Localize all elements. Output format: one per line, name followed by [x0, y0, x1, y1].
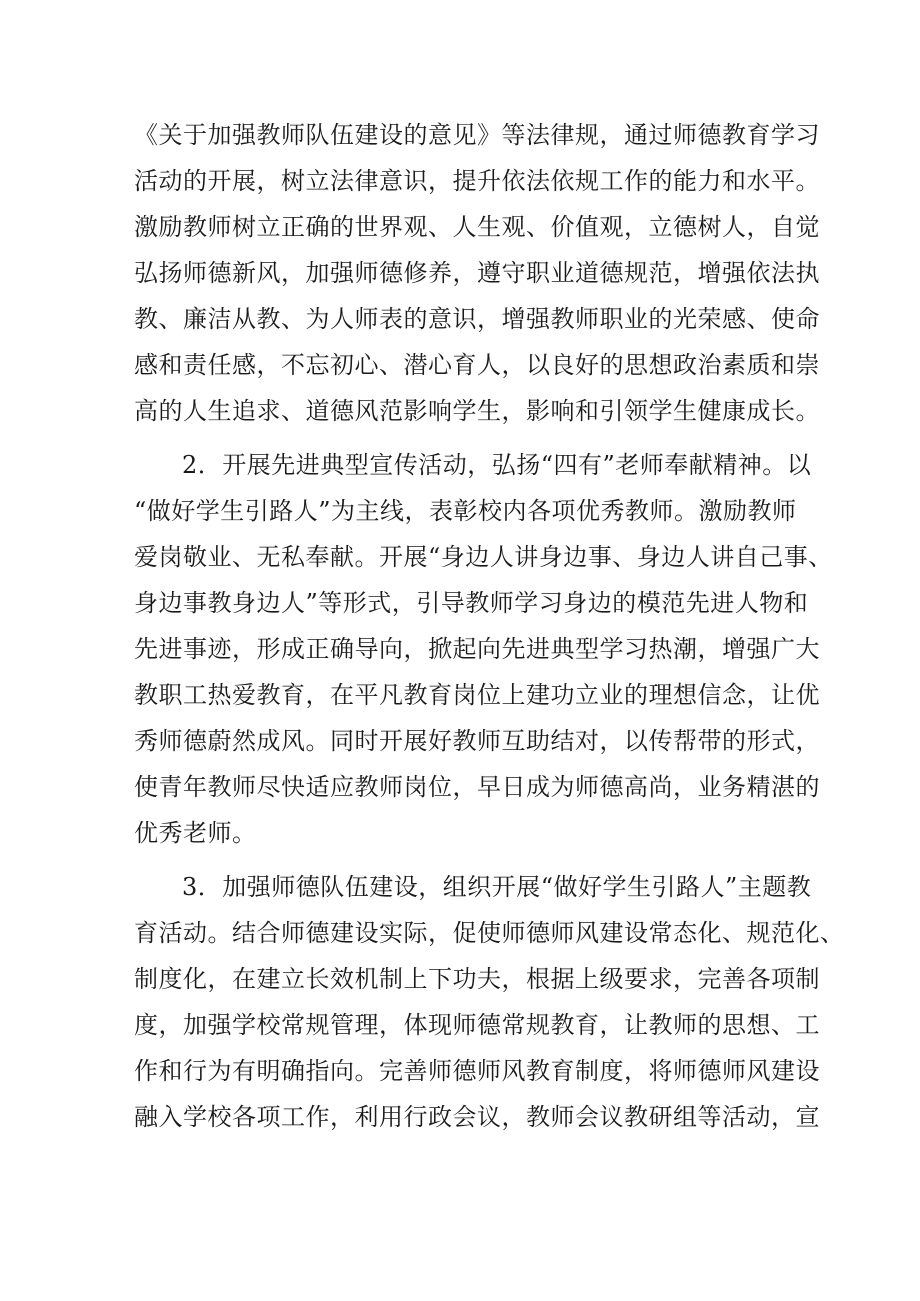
text-line: 优秀老师。: [134, 819, 257, 847]
text-line: 身边事教身边人”等形式，引导教师学习身边的模范先进人物和: [134, 589, 809, 617]
paragraph-2: [134, 442, 833, 856]
text-line: 3．加强师德队伍建设，组织开展“做好学生引路人”主题教: [182, 873, 812, 901]
text-line: 弘扬师德新风，加强师德修养，遵守职业道德规范，增强依法执: [134, 259, 820, 287]
text-line: 高的人生追求、道德风范影响学生，影响和引领学生健康成长。: [134, 397, 820, 425]
text-line: 活动的开展，树立法律意识，提升依法依规工作的能力和水平。: [134, 167, 820, 195]
text-line: 先进事迹，形成正确导向，掀起向先进典型学习热潮，增强广大: [134, 635, 820, 663]
text-line: 《关于加强教师队伍建设的意见》等法律规，通过师德教育学习: [134, 121, 820, 149]
text-line: 育活动。结合师德建设实际，促使师德师风建设常态化、规范化、: [134, 919, 845, 947]
text-line: 制度化，在建立长效机制上下功夫，根据上级要求，完善各项制: [134, 965, 820, 993]
text-line: 教、廉洁从教、为人师表的意识，增强教师职业的光荣感、使命: [134, 305, 820, 333]
text-line: 融入学校各项工作，利用行政会议，教师会议教研组等活动，宣: [134, 1103, 820, 1131]
text-line: 感和责任感，不忘初心、潜心育人，以良好的思想政治素质和崇: [134, 351, 820, 379]
text-line: 作和行为有明确指向。完善师德师风教育制度，将师德师风建设: [134, 1057, 820, 1085]
text-line: 秀师德蔚然成风。同时开展好教师互助结对，以传帮带的形式，: [134, 727, 820, 755]
text-line: 2．开展先进典型宣传活动，弘扬“四有”老师奉献精神。以: [182, 451, 812, 479]
paragraph-1: [134, 112, 820, 434]
text-line: “做好学生引路人”为主线，表彰校内各项优秀教师。激励教师: [134, 497, 797, 525]
text-line: 使青年教师尽快适应教师岗位，早日成为师德高尚，业务精湛的: [134, 773, 820, 801]
text-line: 度，加强学校常规管理，体现师德常规教育，让教师的思想、工: [134, 1011, 820, 1039]
text-line: 激励教师树立正确的世界观、人生观、价值观，立德树人，自觉: [134, 213, 820, 241]
text-line: 教职工热爱教育，在平凡教育岗位上建功立业的理想信念，让优: [134, 681, 820, 709]
document-body: [134, 112, 845, 1140]
paragraph-3: [134, 864, 845, 1140]
text-line: 爱岗敬业、无私奉献。开展“身边人讲身边事、身边人讲自己事、: [134, 543, 833, 571]
